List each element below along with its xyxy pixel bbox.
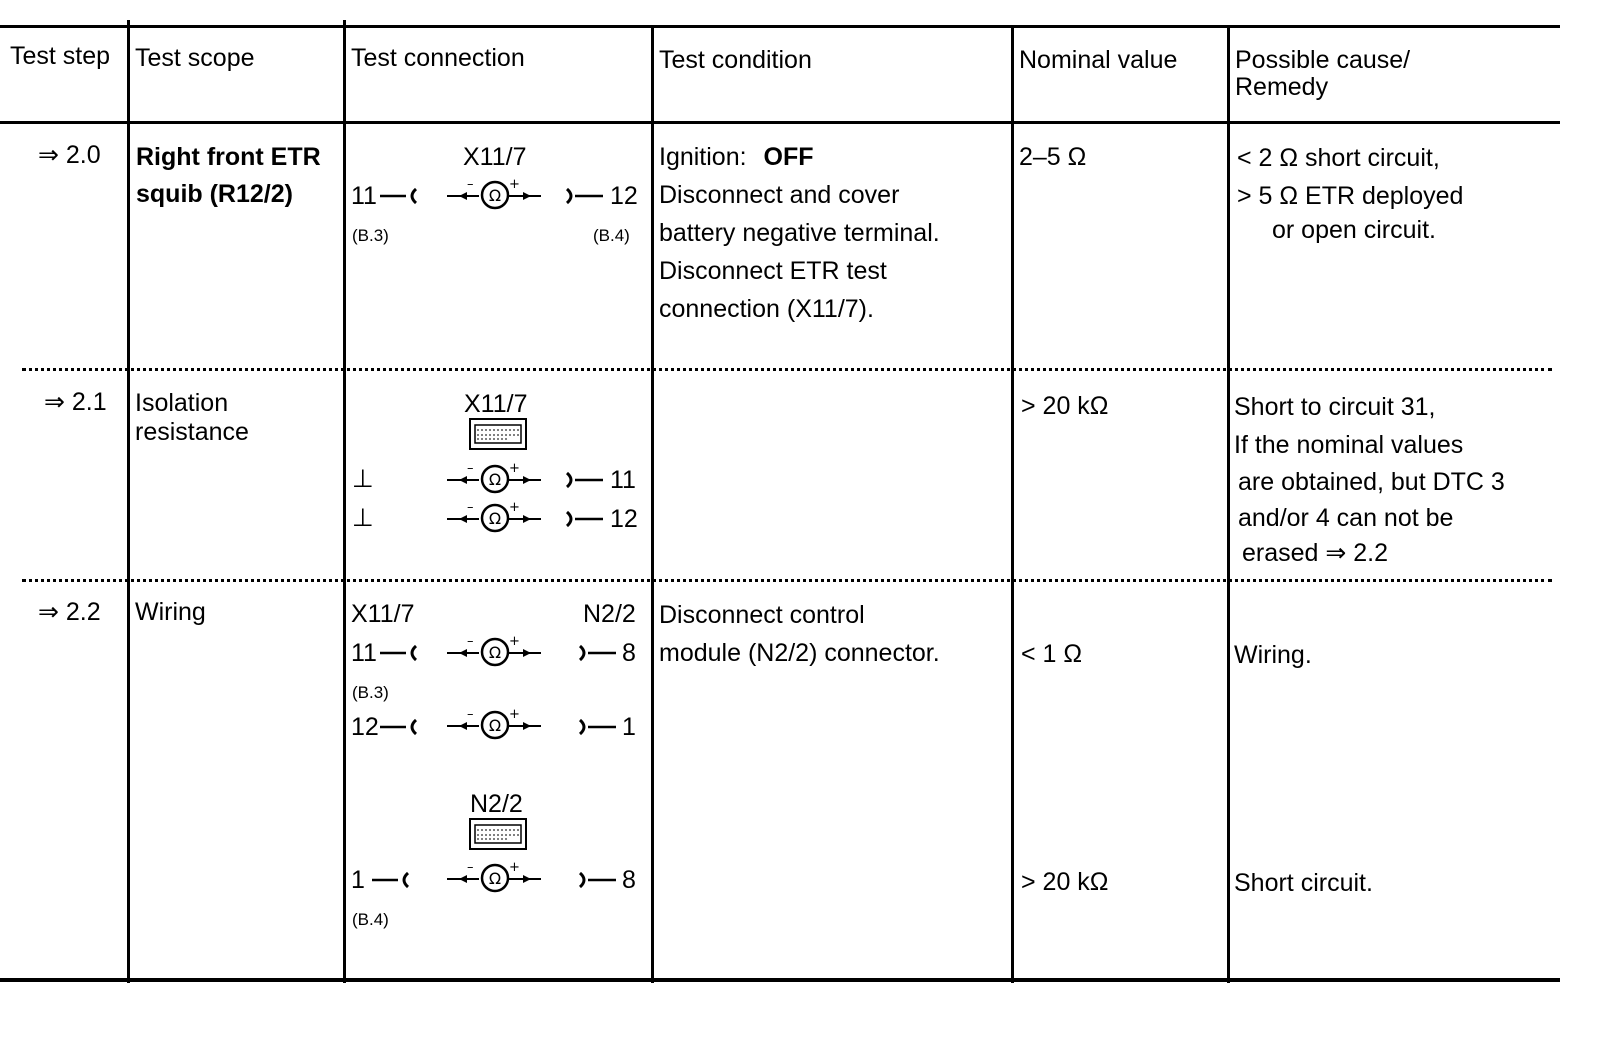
test-condition-line: module (N2/2) connector.	[659, 639, 940, 667]
table-top-border	[0, 25, 1560, 28]
pin-number: 11	[351, 639, 377, 667]
pin-number: 8	[622, 866, 636, 894]
possible-cause-line: Short to circuit 31,	[1234, 393, 1436, 421]
pin-number: 8	[622, 639, 636, 667]
svg-text:+: +	[509, 707, 520, 722]
test-scope-line: resistance	[135, 418, 249, 446]
svg-text:Ω: Ω	[488, 869, 502, 888]
nominal-value: > 20 kΩ	[1021, 392, 1109, 420]
test-condition-line: Disconnect ETR test	[659, 257, 887, 285]
ohmmeter-icon	[445, 501, 545, 535]
ohmmeter-icon	[445, 861, 545, 895]
header-test-connection: Test connection	[351, 44, 525, 72]
nominal-value: 2–5 Ω	[1019, 143, 1087, 171]
connector-block-icon	[469, 418, 529, 452]
column-divider	[651, 25, 654, 983]
test-step-label: ⇒ 2.0	[38, 141, 101, 169]
test-scope-line: Wiring	[135, 598, 206, 626]
header-test-condition: Test condition	[659, 46, 812, 74]
svg-text:Ω: Ω	[488, 643, 502, 662]
connector-label: N2/2	[583, 600, 636, 628]
svg-text:+: +	[509, 177, 520, 192]
pin-number: 12	[610, 505, 638, 533]
connector-label: X11/7	[351, 600, 415, 628]
header-nominal-value: Nominal value	[1019, 46, 1178, 74]
test-scope-line: Right front ETR	[136, 143, 321, 171]
ground-icon: ⊥	[352, 465, 374, 493]
ignition-state: OFF	[763, 143, 814, 171]
svg-text:–: –	[467, 177, 474, 192]
column-divider	[343, 20, 346, 983]
possible-cause-line: are obtained, but DTC 3	[1238, 468, 1505, 496]
svg-text:–: –	[467, 500, 474, 515]
ohmmeter-icon	[445, 462, 545, 496]
header-possible-cause: Possible cause/	[1235, 46, 1411, 74]
svg-text:Ω: Ω	[488, 186, 502, 205]
connector-label: N2/2	[470, 790, 523, 818]
connector-label: X11/7	[463, 143, 527, 171]
test-condition-line: connection (X11/7).	[659, 295, 874, 323]
test-condition-line: battery negative terminal.	[659, 219, 940, 247]
possible-cause-line: erased ⇒ 2.2	[1242, 539, 1389, 567]
connector-block-icon	[469, 818, 529, 852]
pin-number: 12	[610, 182, 638, 210]
pin-number: 1	[351, 866, 365, 894]
lead-left-icon	[380, 717, 420, 737]
lead-left-icon	[380, 186, 420, 206]
test-step-label: ⇒ 2.1	[44, 388, 107, 416]
svg-text:+: +	[509, 634, 520, 649]
lead-right-icon	[578, 717, 618, 737]
svg-text:+: +	[509, 500, 520, 515]
test-condition-line: Disconnect and cover	[659, 181, 900, 209]
section-reference: (B.3)	[352, 226, 389, 245]
pin-number: 11	[610, 466, 636, 494]
section-reference: (B.4)	[593, 226, 630, 245]
ground-icon: ⊥	[352, 504, 374, 532]
svg-text:–: –	[467, 461, 474, 476]
svg-text:Ω: Ω	[488, 470, 502, 489]
svg-text:+: +	[509, 461, 520, 476]
possible-cause-line: < 2 Ω short circuit,	[1237, 144, 1440, 172]
lead-right-icon	[578, 870, 618, 890]
pin-number: 12	[351, 713, 379, 741]
svg-text:–: –	[467, 860, 474, 875]
column-divider	[1011, 25, 1014, 983]
possible-cause-line: > 5 Ω ETR deployed	[1237, 182, 1464, 210]
lead-right-icon	[565, 470, 605, 490]
possible-cause-line: If the nominal values	[1234, 431, 1464, 459]
row-separator	[22, 579, 1552, 582]
section-reference: (B.4)	[352, 910, 389, 929]
test-scope-line: squib (R12/2)	[136, 180, 293, 208]
ignition-label: Ignition:	[659, 143, 747, 171]
svg-text:–: –	[467, 707, 474, 722]
lead-left-icon	[380, 643, 420, 663]
possible-cause-line: or open circuit.	[1272, 216, 1436, 244]
connector-label: X11/7	[464, 390, 528, 418]
nominal-value: < 1 Ω	[1021, 640, 1083, 668]
nominal-value: > 20 kΩ	[1021, 868, 1109, 896]
pin-number: 11	[351, 182, 377, 210]
test-condition-line: Disconnect control	[659, 601, 865, 629]
lead-left-icon	[372, 870, 412, 890]
svg-text:Ω: Ω	[488, 509, 502, 528]
section-reference: (B.3)	[352, 683, 389, 702]
possible-cause-line: and/or 4 can not be	[1238, 504, 1454, 532]
ohmmeter-icon	[445, 635, 545, 669]
header-remedy: Remedy	[1235, 73, 1329, 101]
test-scope-line: Isolation	[135, 389, 229, 417]
column-divider	[127, 20, 130, 983]
row-separator	[22, 368, 1552, 371]
test-condition-line	[659, 143, 814, 171]
pin-number: 1	[622, 713, 636, 741]
svg-text:+: +	[509, 860, 520, 875]
ohmmeter-icon	[445, 178, 545, 212]
possible-cause-line: Short circuit.	[1234, 869, 1373, 897]
lead-right-icon	[565, 509, 605, 529]
header-bottom-border	[0, 121, 1560, 124]
svg-text:–: –	[467, 634, 474, 649]
header-test-scope: Test scope	[135, 44, 255, 72]
lead-right-icon	[578, 643, 618, 663]
lead-right-icon	[565, 186, 605, 206]
header-test-step: Test step	[10, 42, 111, 70]
test-step-label: ⇒ 2.2	[38, 598, 101, 626]
column-divider	[1227, 25, 1230, 983]
table-bottom-border	[0, 978, 1560, 982]
ohmmeter-icon	[445, 708, 545, 742]
svg-text:Ω: Ω	[488, 716, 502, 735]
possible-cause-line: Wiring.	[1234, 641, 1312, 669]
